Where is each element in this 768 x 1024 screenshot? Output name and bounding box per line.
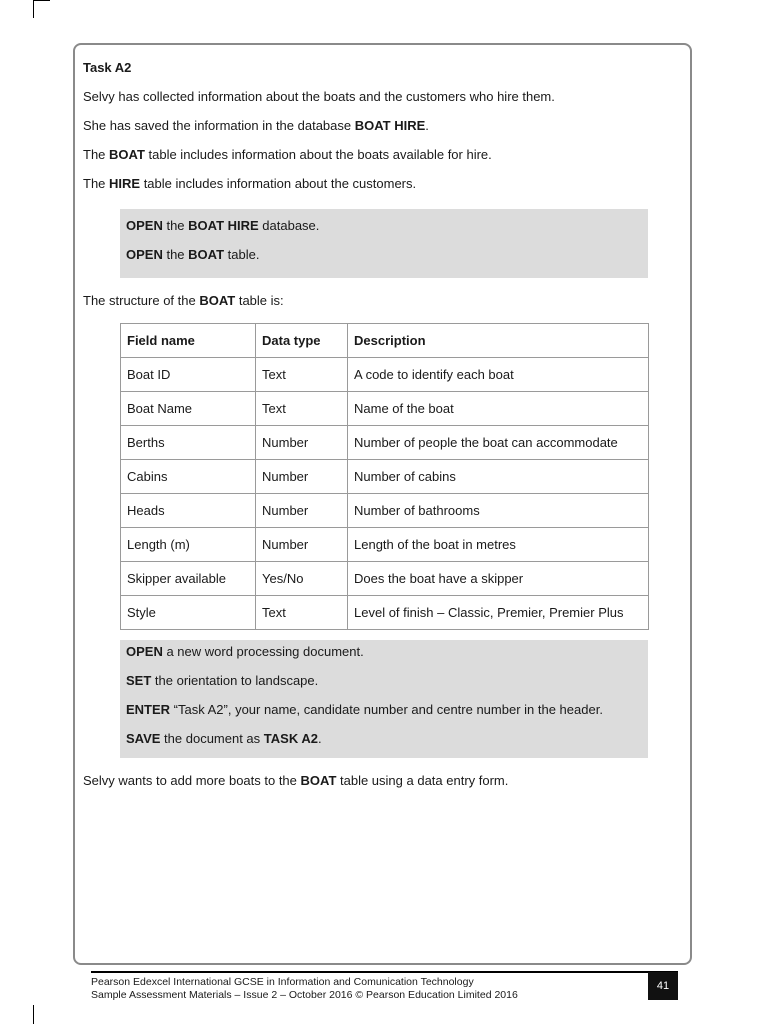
bold-text: BOAT	[109, 147, 145, 162]
table-cell: Heads	[121, 494, 256, 528]
bold-text: TASK A2	[263, 731, 318, 746]
bold-text: ENTER	[126, 702, 171, 717]
bold-text: BOAT	[188, 247, 225, 262]
table-cell: Cabins	[121, 460, 256, 494]
table-cell: Number	[256, 460, 348, 494]
text-run: a new word processing document.	[162, 644, 364, 659]
text-run: the document as	[160, 731, 264, 746]
boat-structure-table	[120, 323, 649, 630]
table-cell: Number of cabins	[348, 460, 649, 494]
text-run: She has saved the information in the database	[83, 118, 355, 133]
table-cell: Style	[121, 596, 256, 630]
table-body	[121, 358, 649, 630]
bold-text: BOAT HIRE	[354, 118, 426, 133]
table-row	[121, 528, 649, 562]
footer-text	[91, 976, 518, 1002]
footer-line-2: Sample Assessment Materials – Issue 2 – October 2016 © Pearson Education Limited 2016	[91, 989, 518, 1001]
instructions-box-2	[120, 640, 648, 758]
instructions-box-1	[120, 209, 648, 278]
table-cell: Level of finish – Classic, Premier, Premier Plus	[348, 596, 649, 630]
table-cell: Number	[256, 494, 348, 528]
text-run: the orientation to landscape.	[151, 673, 319, 688]
table-cell: Number	[256, 426, 348, 460]
bold-text: OPEN	[126, 218, 163, 233]
crop-mark-bottom-vertical	[33, 1005, 34, 1024]
page-number: 41	[648, 972, 678, 1000]
text-run: table includes information about the boats available for hire.	[144, 147, 492, 162]
table-row	[121, 460, 649, 494]
intro-paragraph-3	[83, 145, 653, 174]
table-cell: Number of bathrooms	[348, 494, 649, 528]
table-row	[121, 392, 649, 426]
footer-rule	[91, 971, 678, 973]
table-cell: Yes/No	[256, 562, 348, 596]
text-run: table includes information about the customers.	[140, 176, 417, 191]
table-header-row	[121, 324, 649, 358]
table-cell: Berths	[121, 426, 256, 460]
text-run: “Task A2”, your name, candidate number and centre number in the header.	[170, 702, 603, 717]
table-cell: Length (m)	[121, 528, 256, 562]
table-row	[121, 562, 649, 596]
crop-mark-top-horizontal	[33, 0, 50, 1]
text-run: Selvy wants to add more boats to the	[83, 773, 301, 788]
intro-paragraph-1	[83, 87, 653, 116]
table-cell: Text	[256, 596, 348, 630]
text-run: the	[162, 218, 189, 233]
table-row	[121, 358, 649, 392]
footer-line-1: Pearson Edexcel International GCSE in Information and Comunication Technology	[91, 976, 474, 988]
instruction-4	[126, 729, 642, 758]
intro-paragraph-4	[83, 174, 653, 203]
table-cell: Does the boat have a skipper	[348, 562, 649, 596]
text-run: .	[425, 118, 429, 133]
text-run: table.	[224, 247, 260, 262]
table-cell: A code to identify each boat	[348, 358, 649, 392]
bold-text: BOAT HIRE	[188, 218, 259, 233]
table-cell: Skipper available	[121, 562, 256, 596]
instruction-2	[126, 671, 642, 700]
bold-text: HIRE	[109, 176, 141, 191]
bold-text: SET	[126, 673, 152, 688]
text-run: Selvy has collected information about the boats and the customers who hire them.	[83, 89, 555, 104]
instruction-3	[126, 700, 642, 729]
text-run: database.	[258, 218, 320, 233]
table-cell: Text	[256, 392, 348, 426]
structure-line	[83, 291, 653, 320]
bold-text: OPEN	[126, 644, 163, 659]
instruction-1	[126, 642, 642, 671]
table-row	[121, 596, 649, 630]
closing-line	[83, 771, 653, 800]
column-header: Description	[348, 324, 649, 358]
task-content	[83, 58, 653, 800]
intro-paragraphs	[83, 87, 653, 203]
text-run: The	[83, 147, 110, 162]
table-cell: Boat ID	[121, 358, 256, 392]
table-cell: Number of people the boat can accommodate	[348, 426, 649, 460]
instruction-2	[126, 245, 642, 274]
text-run: .	[317, 731, 322, 746]
table-row	[121, 494, 649, 528]
task-title: Task A2	[83, 60, 132, 75]
boat-table-wrapper	[120, 323, 648, 630]
text-run: The	[83, 176, 110, 191]
text-run: table is:	[235, 293, 284, 308]
crop-mark-top-vertical	[33, 0, 34, 18]
bold-text: OPEN	[126, 247, 163, 262]
text-run: table using a data entry form.	[336, 773, 509, 788]
column-header: Data type	[256, 324, 348, 358]
column-header: Field name	[121, 324, 256, 358]
instruction-1	[126, 216, 642, 245]
table-cell: Boat Name	[121, 392, 256, 426]
table-row	[121, 426, 649, 460]
bold-text: SAVE	[126, 731, 161, 746]
bold-text: BOAT	[300, 773, 337, 788]
table-cell: Number	[256, 528, 348, 562]
table-cell: Length of the boat in metres	[348, 528, 649, 562]
text-run: The structure of the	[83, 293, 200, 308]
intro-paragraph-2	[83, 116, 653, 145]
text-run: the	[162, 247, 189, 262]
bold-text: BOAT	[199, 293, 236, 308]
table-cell: Text	[256, 358, 348, 392]
table-cell: Name of the boat	[348, 392, 649, 426]
